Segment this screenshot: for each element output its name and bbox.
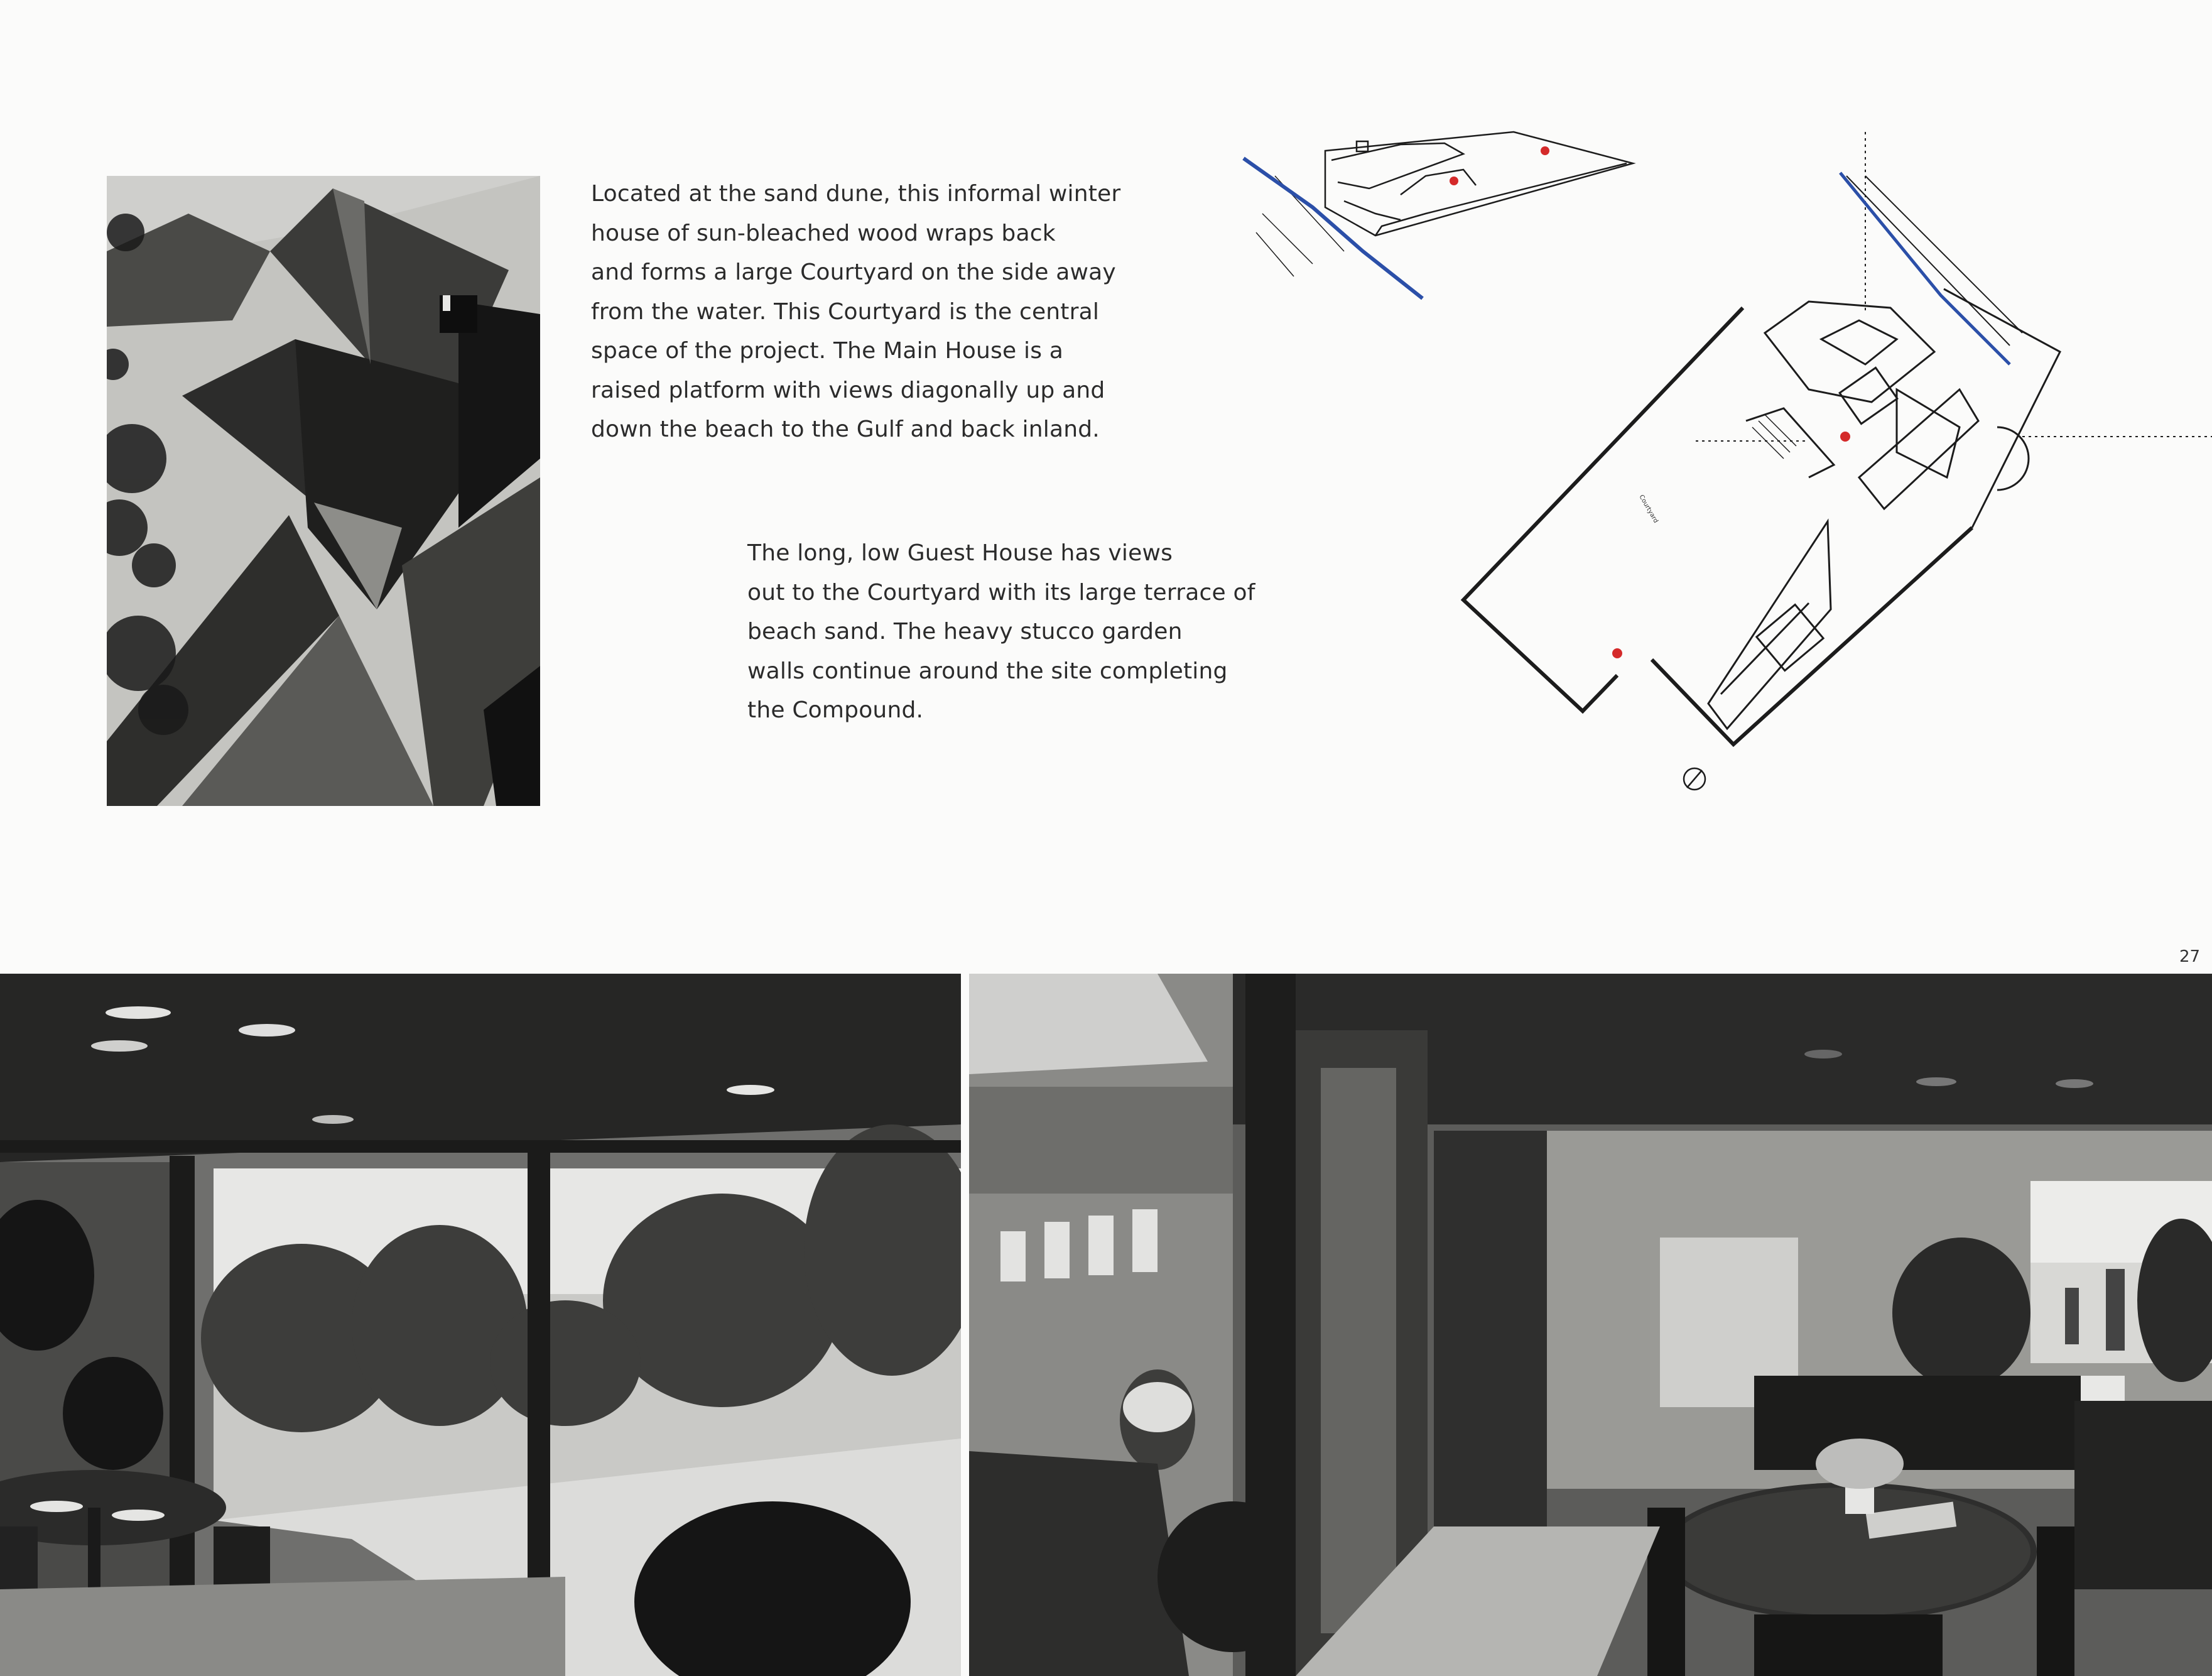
- guest-house-paragraph: [747, 534, 1255, 731]
- living-room-photo: [969, 974, 2212, 1676]
- guest-house-line: walls continue around the site completing: [747, 658, 1228, 684]
- intro-paragraph: [591, 175, 1120, 450]
- aerial-model-photo: [107, 176, 540, 806]
- intro-line: and forms a large Courtyard on the side away: [591, 259, 1116, 285]
- guest-house-line: beach sand. The heavy stucco garden: [747, 619, 1183, 645]
- intro-line: house of sun-bleached wood wraps back: [591, 220, 1056, 246]
- intro-line: down the beach to the Gulf and back inland.: [591, 416, 1100, 442]
- dining-room-photo: [0, 974, 961, 1676]
- courtyard-label: Courtyard: [1637, 494, 1659, 525]
- guest-house-line: The long, low Guest House has views: [747, 540, 1173, 566]
- intro-line: raised platform with views diagonally up and: [591, 377, 1105, 403]
- page-number: 27: [2179, 947, 2201, 966]
- intro-line: from the water. This Courtyard is the central: [591, 298, 1100, 325]
- intro-line: space of the project. The Main House is a: [591, 338, 1064, 364]
- site-plan: [1457, 126, 2212, 835]
- guest-house-line: out to the Courtyard with its large terrace of: [747, 579, 1255, 606]
- guest-house-line: the Compound.: [747, 697, 924, 723]
- intro-line: Located at the sand dune, this informal winter: [591, 181, 1121, 207]
